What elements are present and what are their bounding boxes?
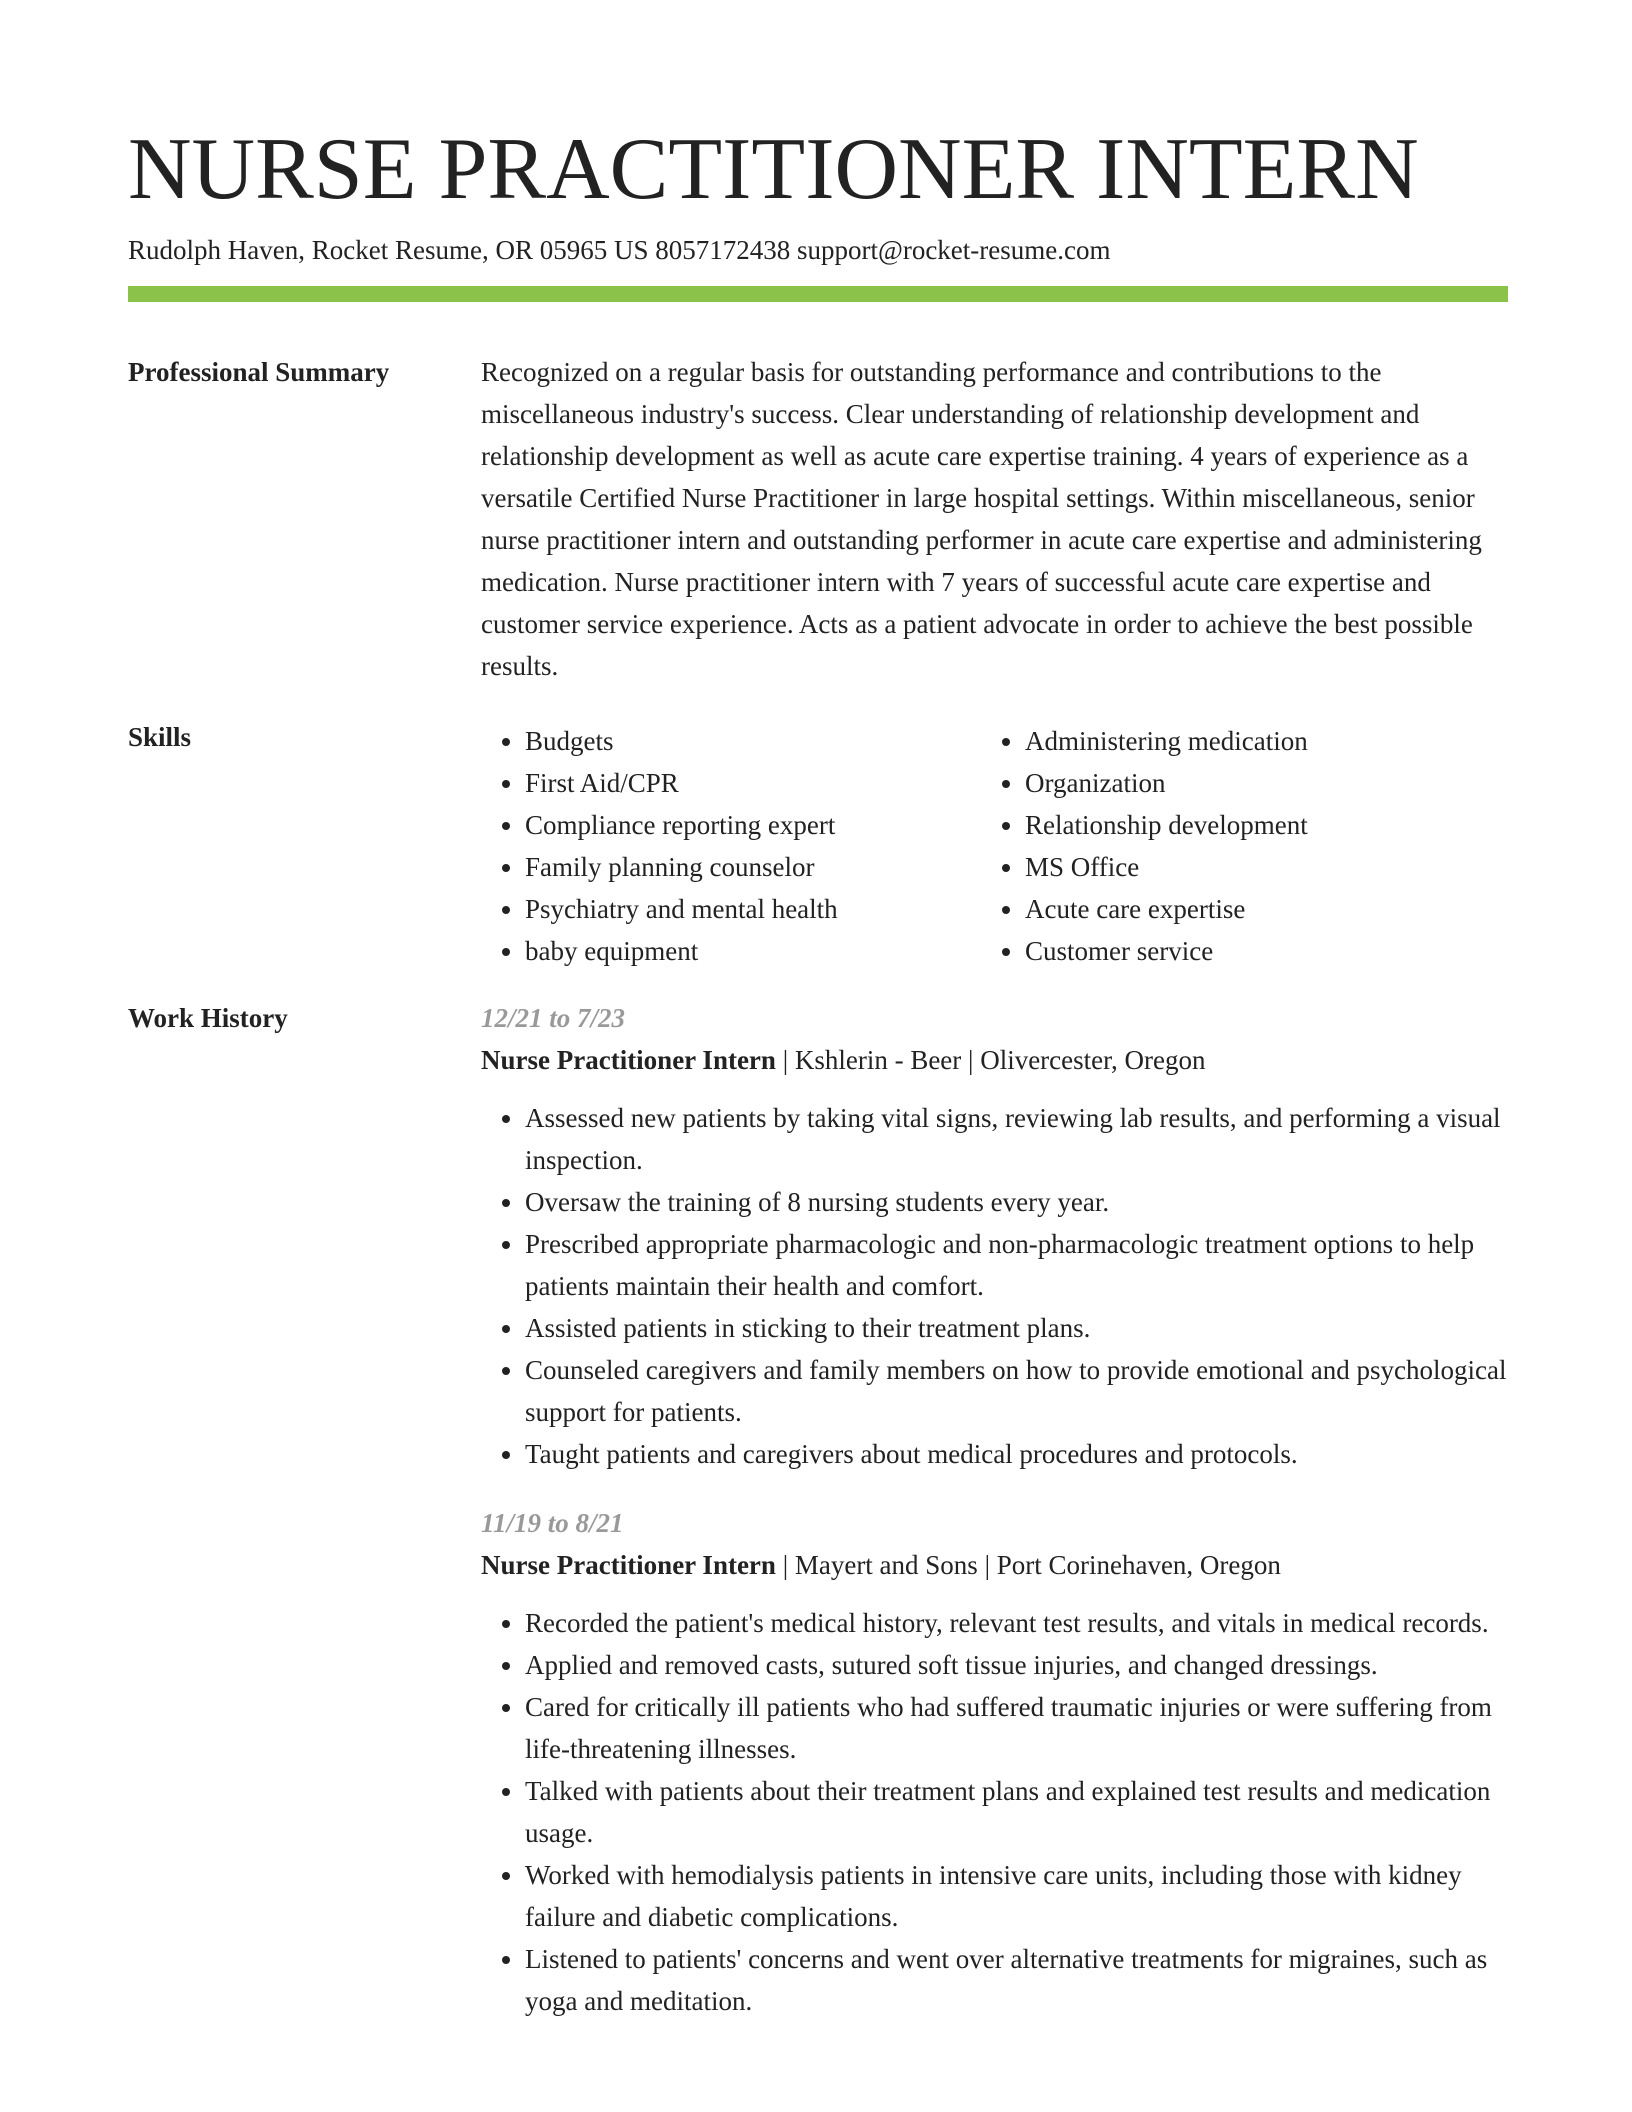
job-bullet-list (481, 1602, 1508, 2022)
job-bullet: • Cared for critically ill patients who had suffered traumatic injuries or were suffering from life-threatening illnesses. (525, 1686, 1508, 1770)
job-bullet: • Assisted patients in sticking to their treatment plans. (525, 1307, 1508, 1349)
job-title: Nurse Practitioner Intern (481, 1550, 776, 1580)
resume-name: NURSE PRACTITIONER INTERN (128, 121, 1419, 218)
skill-item: • Budgets (525, 720, 838, 762)
skills-list-right (981, 720, 1308, 972)
job-bullet: • Counseled caregivers and family members on how to provide emotional and psychological support for patients. (525, 1349, 1508, 1433)
skills-heading: Skills (128, 722, 192, 752)
accent-divider (128, 286, 1508, 302)
job-bullet: • Applied and removed casts, sutured soft tissue injuries, and changed dressings. (525, 1644, 1508, 1686)
job-bullet: • Listened to patients' concerns and went over alternative treatments for migraines, such as yoga and meditation. (525, 1938, 1508, 2022)
skill-item: • Relationship development (1025, 804, 1308, 846)
job-details: | Kshlerin - Beer | Olivercester, Oregon (775, 1045, 1206, 1075)
job-dates: 12/21 to 7/23 (481, 1003, 626, 1033)
skill-item: • First Aid/CPR (525, 762, 838, 804)
summary-heading: Professional Summary (128, 357, 390, 387)
job-bullet: • Talked with patients about their treatment plans and explained test results and medication usage. (525, 1770, 1508, 1854)
skill-item: • Family planning counselor (525, 846, 838, 888)
job-title: Nurse Practitioner Intern (481, 1045, 776, 1075)
work-history-heading: Work History (128, 1003, 288, 1033)
job-bullet: • Oversaw the training of 8 nursing students every year. (525, 1181, 1508, 1223)
summary-text: Recognized on a regular basis for outstanding performance and contributions to the miscellaneous industry's success. Clear understanding of relationship development and relationship development as well as acute care expertise training. 4 years of experience as a versatile Certified Nurse Practitioner in large hospital settings. Within miscellaneous, senior nurse practitioner intern and outstanding performer in acute care expertise and administering medication. Nurse practitioner intern with 7 years of successful acute care expertise and customer service experience. Acts as a patient advocate in order to achieve the best possible results. (481, 357, 1482, 681)
skill-item: • MS Office (1025, 846, 1308, 888)
skill-item: • Organization (1025, 762, 1308, 804)
job-bullet-list (481, 1097, 1508, 1475)
job-dates: 11/19 to 8/21 (481, 1508, 624, 1538)
job-bullet: • Worked with hemodialysis patients in intensive care units, including those with kidney failure and diabetic complications. (525, 1854, 1508, 1938)
skill-item: • Administering medication (1025, 720, 1308, 762)
job-heading (481, 1544, 1508, 1586)
job-bullet: • Recorded the patient's medical history, relevant test results, and vitals in medical records. (525, 1602, 1508, 1644)
job-bullet: • Assessed new patients by taking vital signs, reviewing lab results, and performing a visual inspection. (525, 1097, 1508, 1181)
job-entry (481, 1502, 1508, 2022)
job-heading (481, 1039, 1508, 1081)
skill-item: • Acute care expertise (1025, 888, 1308, 930)
skills-list-left (481, 720, 838, 972)
job-entry (481, 997, 1508, 1475)
job-bullet: • Prescribed appropriate pharmacologic and non-pharmacologic treatment options to help patients maintain their health and comfort. (525, 1223, 1508, 1307)
skill-item: • Psychiatry and mental health (525, 888, 838, 930)
skill-item: • baby equipment (525, 930, 838, 972)
job-details: | Mayert and Sons | Port Corinehaven, Oregon (775, 1550, 1281, 1580)
skill-item: • Compliance reporting expert (525, 804, 838, 846)
skill-item: • Customer service (1025, 930, 1308, 972)
contact-line: Rudolph Haven, Rocket Resume, OR 05965 US 8057172438 support@rocket-resume.com (128, 235, 1111, 265)
job-bullet: • Taught patients and caregivers about medical procedures and protocols. (525, 1433, 1508, 1475)
